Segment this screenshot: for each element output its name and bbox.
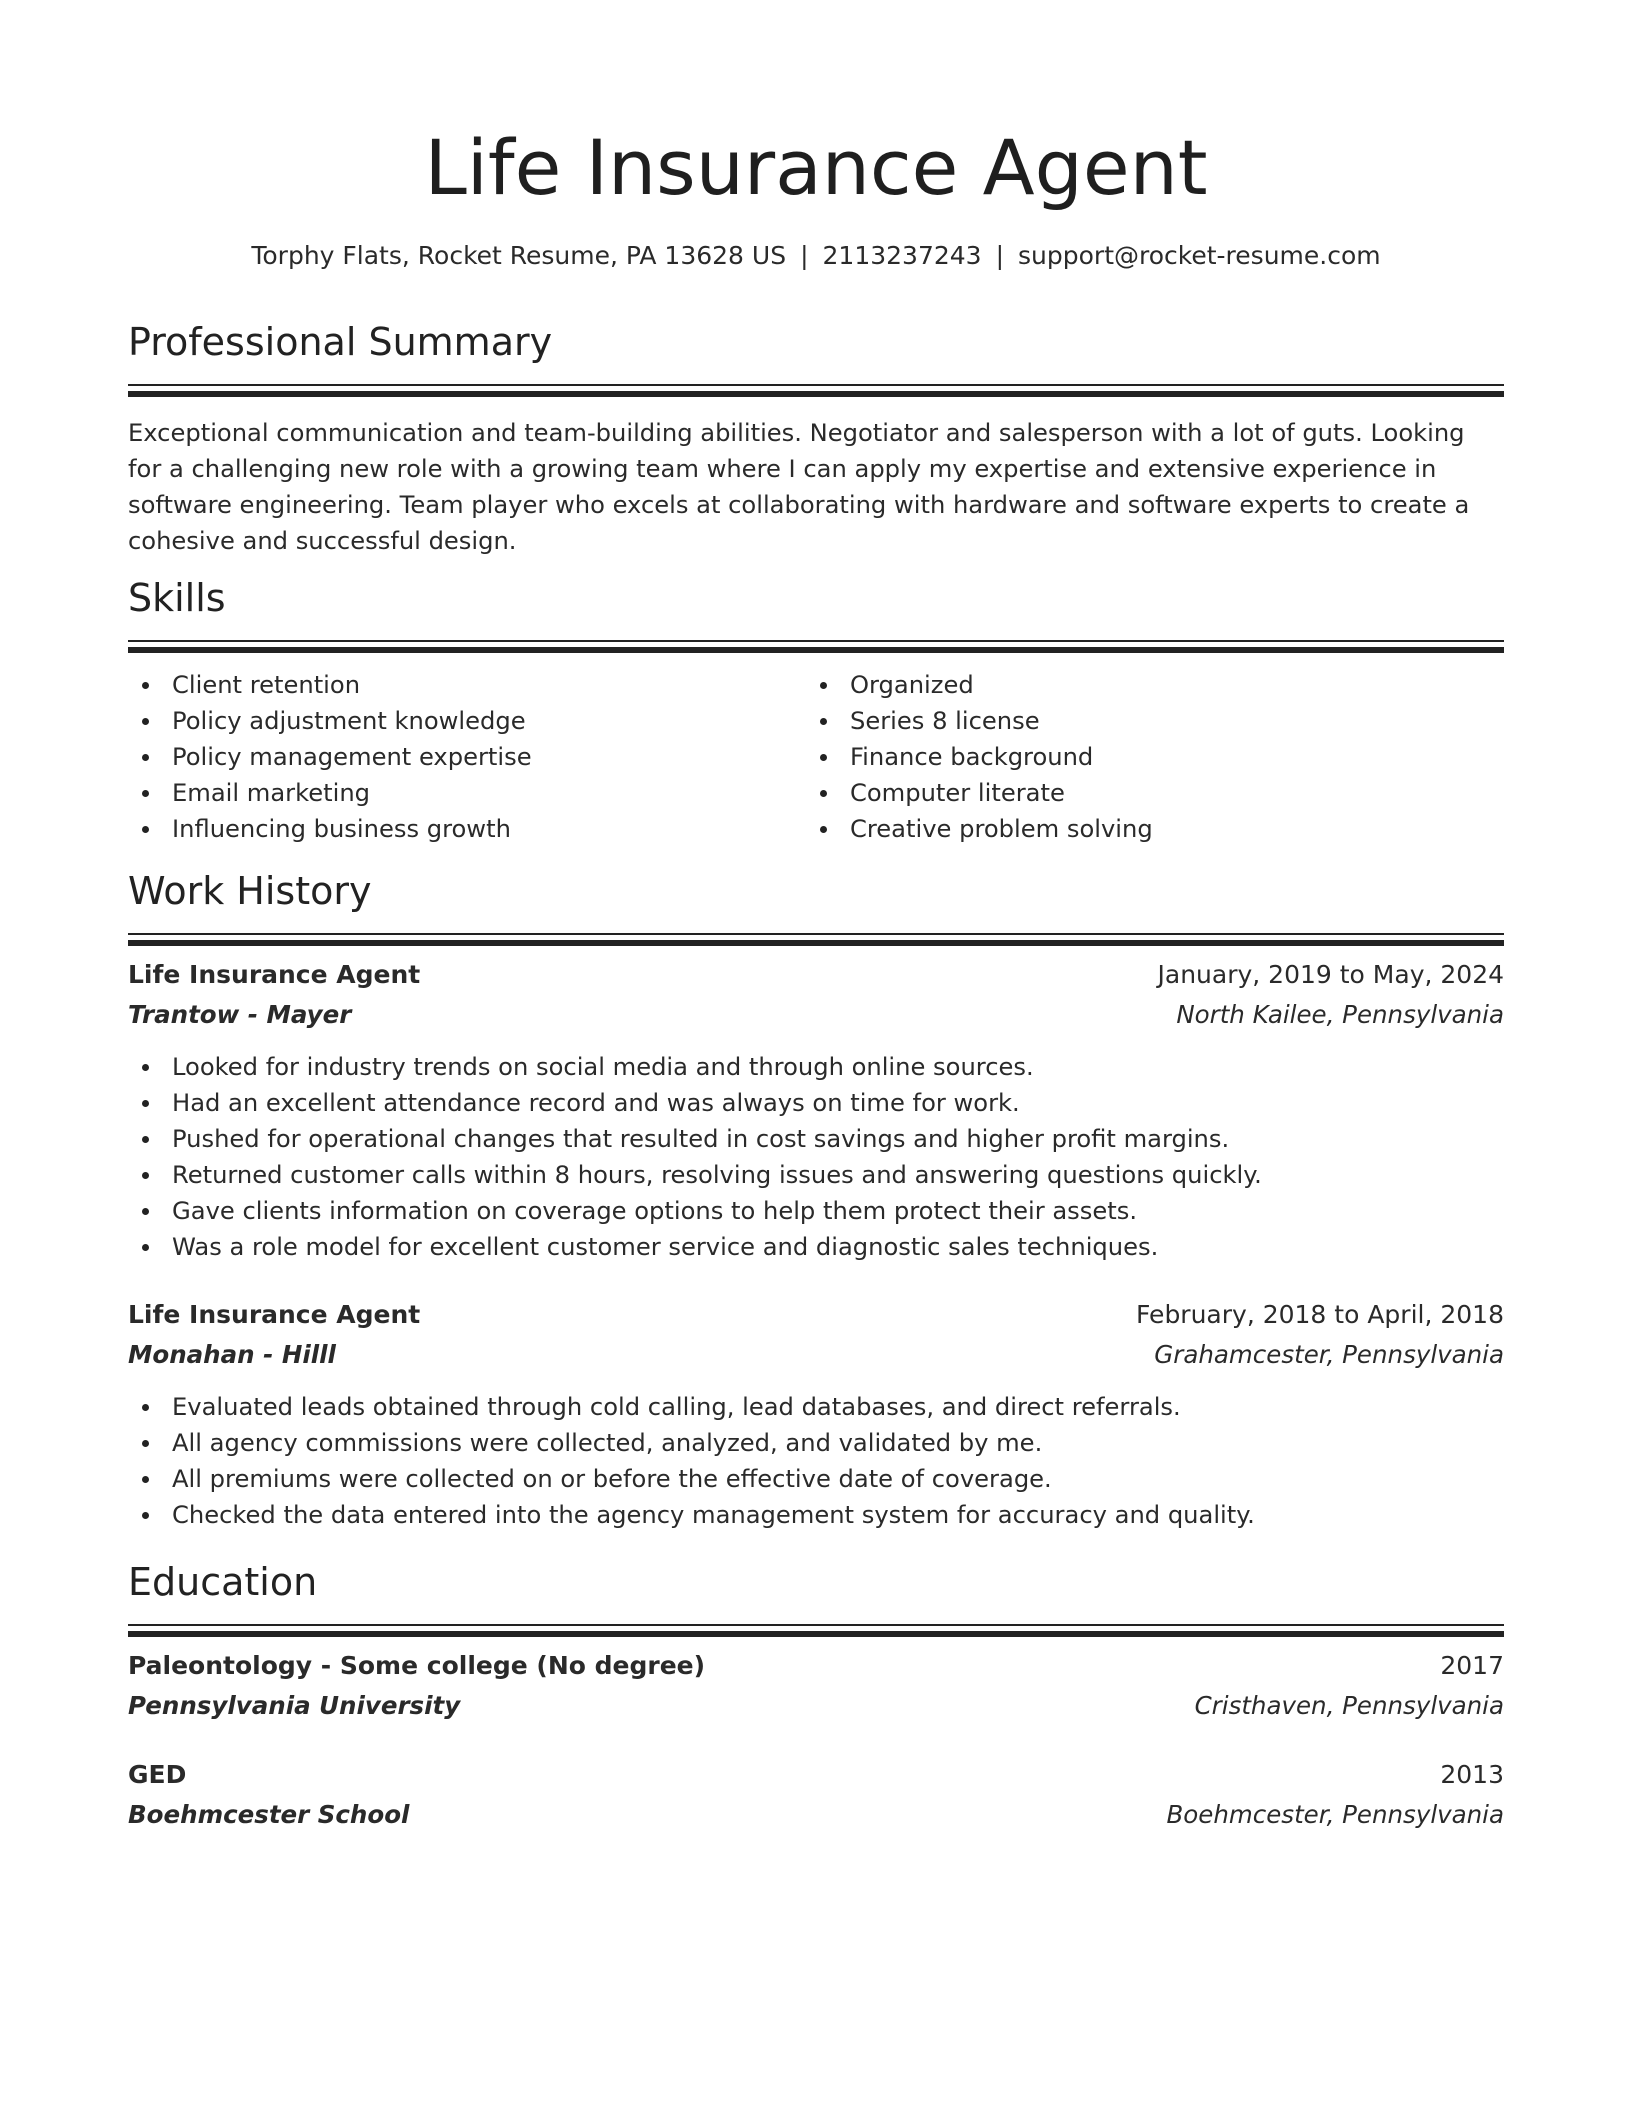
skill-item: Creative problem solving xyxy=(806,811,1484,847)
job-company: Trantow - Mayer xyxy=(128,1000,352,1029)
education-school: Boehmcester School xyxy=(128,1800,410,1829)
section-divider xyxy=(128,384,1504,397)
education-degree: Paleontology - Some college (No degree) xyxy=(128,1651,706,1680)
education-header-row xyxy=(128,1755,1504,1795)
job-duties xyxy=(128,1049,1504,1265)
duty-item: Had an excellent attendance record and was always on time for work. xyxy=(128,1085,1504,1121)
education-year: 2017 xyxy=(1440,1651,1504,1680)
duty-item: All premiums were collected on or before the effective date of coverage. xyxy=(128,1461,1504,1497)
duty-item: Looked for industry trends on social media and through online sources. xyxy=(128,1049,1504,1085)
duty-item: Was a role model for excellent customer service and diagnostic sales techniques. xyxy=(128,1229,1504,1265)
skills-column-left xyxy=(128,667,806,847)
education-heading: Education xyxy=(128,1560,318,1604)
contact-address: Torphy Flats, Rocket Resume, PA 13628 US xyxy=(251,241,787,270)
job-company: Monahan - Hilll xyxy=(128,1340,336,1369)
skill-item: Computer literate xyxy=(806,775,1484,811)
resume-title: Life Insurance Agent xyxy=(424,123,1208,212)
contact-separator: | xyxy=(800,241,809,270)
education-location: Boehmcester, Pennsylvania xyxy=(1166,1800,1504,1829)
education-org-row xyxy=(128,1686,1504,1726)
education-degree: GED xyxy=(128,1760,187,1789)
contact-separator: | xyxy=(995,241,1005,270)
skills-heading: Skills xyxy=(128,576,226,620)
duty-item: Evaluated leads obtained through cold calling, lead databases, and direct referrals. xyxy=(128,1389,1504,1425)
job-header-row xyxy=(128,1295,1504,1335)
summary-heading: Professional Summary xyxy=(128,320,553,364)
skill-item: Policy management expertise xyxy=(128,739,806,775)
duty-item: All agency commissions were collected, analyzed, and validated by me. xyxy=(128,1425,1504,1461)
education-location: Cristhaven, Pennsylvania xyxy=(1194,1691,1504,1720)
section-divider xyxy=(128,933,1504,946)
work-history-section xyxy=(128,866,1504,946)
job-header-row xyxy=(128,955,1504,995)
contact-phone: 2113237243 xyxy=(822,241,982,270)
job-org-row xyxy=(128,1335,1504,1375)
education-year: 2013 xyxy=(1440,1760,1504,1789)
skills-section xyxy=(128,573,1504,847)
education-section xyxy=(128,1557,1504,1637)
contact-line xyxy=(128,236,1504,276)
job-dates: February, 2018 to April, 2018 xyxy=(1136,1300,1504,1329)
education-school: Pennsylvania University xyxy=(128,1691,461,1720)
job-entry xyxy=(128,1295,1504,1533)
education-org-row xyxy=(128,1795,1504,1835)
duty-item: Returned customer calls within 8 hours, resolving issues and answering questions quickly. xyxy=(128,1157,1504,1193)
skill-item: Finance background xyxy=(806,739,1484,775)
duty-item: Pushed for operational changes that resulted in cost savings and higher profit margins. xyxy=(128,1121,1504,1157)
skill-item: Influencing business growth xyxy=(128,811,806,847)
contact-email: support@rocket-resume.com xyxy=(1018,241,1381,270)
skills-grid xyxy=(128,667,1504,847)
job-title: Life Insurance Agent xyxy=(128,960,421,989)
skill-item: Series 8 license xyxy=(806,703,1484,739)
duty-item: Gave clients information on coverage options to help them protect their assets. xyxy=(128,1193,1504,1229)
education-entry xyxy=(128,1755,1504,1835)
job-duties xyxy=(128,1389,1504,1533)
summary-section xyxy=(128,317,1504,559)
job-org-row xyxy=(128,995,1504,1035)
skill-item: Client retention xyxy=(128,667,806,703)
job-location: Grahamcester, Pennsylvania xyxy=(1154,1340,1504,1369)
skill-item: Organized xyxy=(806,667,1484,703)
section-divider xyxy=(128,1624,1504,1637)
skill-item: Policy adjustment knowledge xyxy=(128,703,806,739)
education-header-row xyxy=(128,1646,1504,1686)
job-dates: January, 2019 to May, 2024 xyxy=(1157,960,1504,989)
job-title: Life Insurance Agent xyxy=(128,1300,421,1329)
summary-text: Exceptional communication and team-building abilities. Negotiator and salesperson with a lot of guts. Looking for a challenging new role with a growing team where I can apply my expertise and extensive experience in software engineering. Team player who excels at collaborating with hardware and software experts to create a cohesive and successful design. xyxy=(128,419,1470,555)
skill-item: Email marketing xyxy=(128,775,806,811)
section-divider xyxy=(128,640,1504,653)
work-history-heading: Work History xyxy=(128,869,372,913)
education-entry xyxy=(128,1646,1504,1726)
duty-item: Checked the data entered into the agency management system for accuracy and quality. xyxy=(128,1497,1504,1533)
skills-column-right xyxy=(806,667,1484,847)
job-entry xyxy=(128,955,1504,1265)
job-location: North Kailee, Pennsylvania xyxy=(1176,1000,1504,1029)
